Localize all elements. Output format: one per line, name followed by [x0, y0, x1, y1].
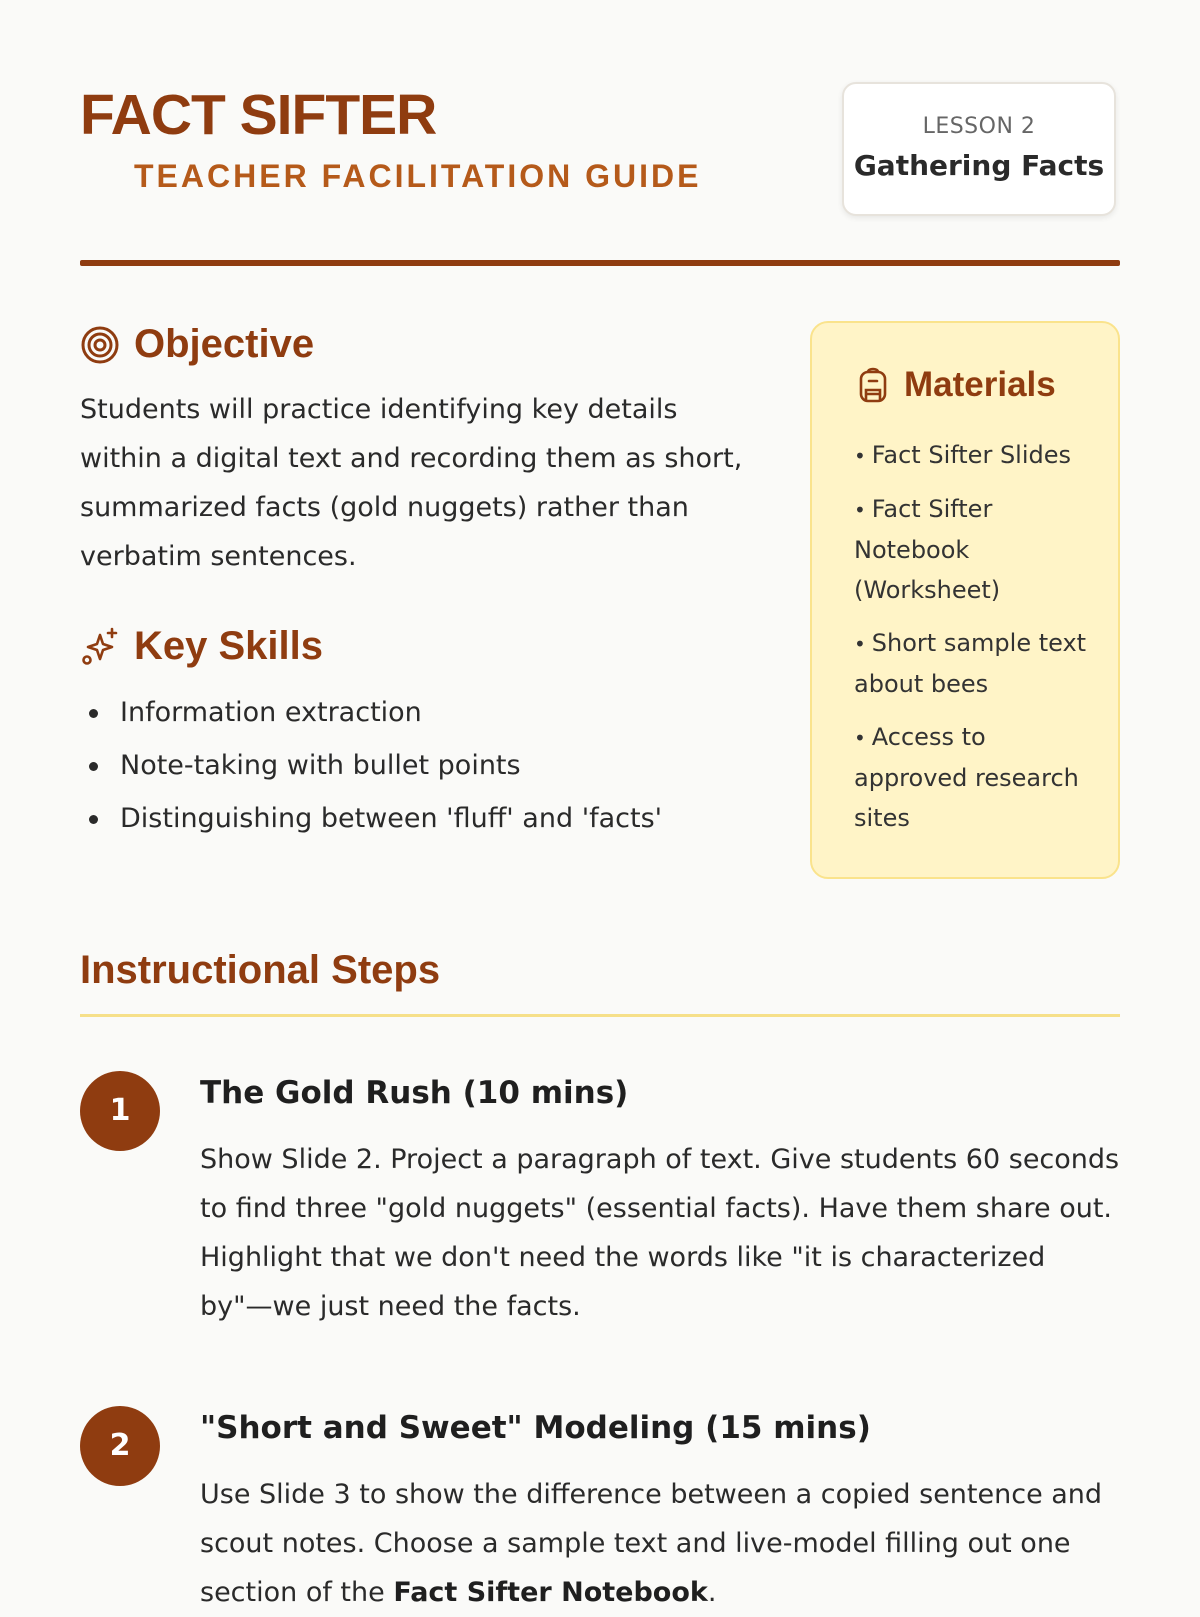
instructional-steps-heading-label: Instructional Steps	[80, 948, 441, 992]
backpack-icon	[856, 366, 890, 404]
step-body-text-end: .	[707, 1577, 717, 1608]
lesson-card	[842, 82, 1116, 216]
objective-heading-label: Objective	[134, 322, 315, 366]
objective-heading	[80, 322, 314, 367]
steps-divider	[80, 1014, 1120, 1017]
bullet: •	[854, 632, 866, 656]
key-skills-heading-label: Key Skills	[134, 624, 324, 668]
list-item: Information extraction	[80, 686, 760, 739]
page-subtitle: TEACHER FACILITATION GUIDE	[134, 158, 702, 194]
list-item: Note-taking with bullet points	[80, 739, 760, 792]
brand-block	[80, 82, 701, 196]
list-item: Distinguishing between 'fluff' and 'facts'	[80, 792, 760, 845]
material-label: Access to approved research sites	[854, 723, 1079, 832]
step-body: Show Slide 2. Project a paragraph of text. Give students 60 seconds to find three "gold nuggets" (essential facts). Have them share out. Highlight that we don't need the words like "it is characterized by"—we just need the facts.	[200, 1144, 1120, 1322]
target-icon	[80, 325, 120, 365]
key-skills-list	[80, 686, 760, 845]
step-number-badge: 2	[80, 1406, 160, 1486]
instructional-steps-heading	[80, 948, 440, 993]
lesson-number: LESSON 2	[922, 114, 1036, 139]
step-title: The Gold Rush (10 mins)	[200, 1075, 629, 1111]
lesson-name: Gathering Facts	[853, 149, 1105, 182]
list-item	[854, 717, 1104, 838]
material-label: Fact Sifter Slides	[871, 441, 1072, 469]
list-item	[854, 489, 1104, 610]
materials-heading	[856, 365, 1056, 405]
list-item	[854, 435, 1104, 476]
objective-text: Students will practice identifying key details within a digital text and recording them as short, summarized facts (gold nuggets) rather than verbatim sentences.	[80, 394, 743, 572]
bullet: •	[854, 498, 866, 522]
step-body-text: Use Slide 3 to show the difference between a copied sentence and scout notes. Choose a sample text and live-model filling out one section of the	[200, 1479, 1103, 1608]
page-title: FACT SIFTER	[80, 83, 437, 147]
materials-list	[854, 435, 1104, 851]
material-label: Fact Sifter Notebook (Worksheet)	[854, 495, 1001, 604]
notebook-reference: Fact Sifter Notebook	[393, 1577, 708, 1608]
step-number-badge: 1	[80, 1071, 160, 1151]
sparkles-icon	[80, 627, 120, 667]
material-label: Short sample text about bees	[854, 629, 1087, 698]
bullet: •	[854, 726, 866, 750]
key-skills-heading	[80, 624, 323, 669]
materials-box	[810, 321, 1120, 879]
bullet: •	[854, 444, 866, 468]
step-body	[200, 1470, 1120, 1617]
step-title: "Short and Sweet" Modeling (15 mins)	[200, 1410, 871, 1446]
list-item	[854, 623, 1104, 704]
header-divider	[80, 260, 1120, 266]
materials-heading-label: Materials	[904, 365, 1056, 404]
